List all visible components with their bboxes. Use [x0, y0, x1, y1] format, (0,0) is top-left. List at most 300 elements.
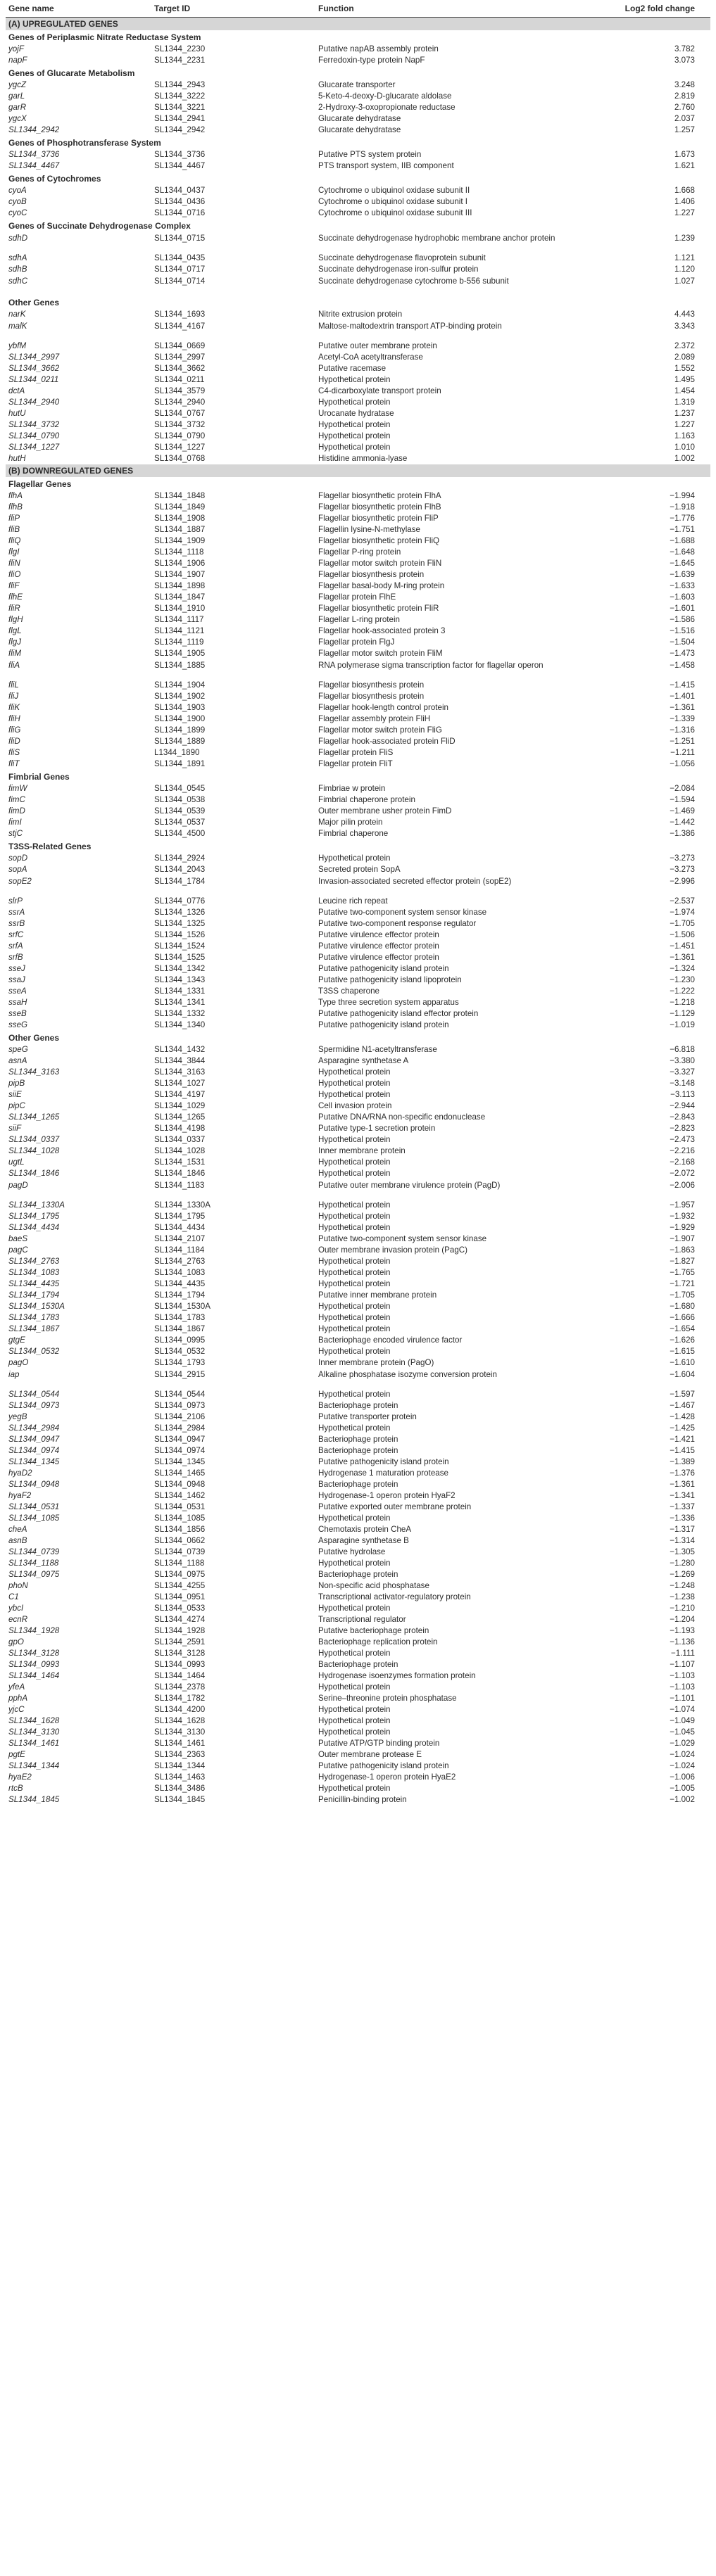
table-row: [6, 1704, 710, 1715]
gene-name-cell: SL1344_1464: [8, 1671, 60, 1680]
target-id-cell: SL1344_1846: [154, 1169, 206, 1178]
log2-fold-change-cell: 1.002: [674, 454, 695, 463]
gene-name-cell: pagO: [8, 1358, 29, 1367]
log2-fold-change-cell: −3.327: [670, 1067, 695, 1077]
target-id-cell: SL1344_1898: [154, 581, 206, 590]
function-cell: Flagellar motor switch protein FliM: [318, 649, 443, 658]
function-cell: Glucarate transporter: [318, 80, 396, 89]
target-id-cell: SL1344_0993: [154, 1660, 206, 1669]
table-row: [6, 275, 710, 296]
target-id-cell: SL1344_0669: [154, 341, 206, 350]
gene-name-cell: SL1344_0975: [8, 1570, 60, 1579]
log2-fold-change-cell: −1.504: [670, 637, 695, 647]
table-row: [6, 547, 710, 558]
table-row: [6, 1558, 710, 1569]
gene-name-cell: SL1344_0544: [8, 1390, 60, 1399]
function-cell: Succinate dehydrogenase flavoprotein subunit: [318, 253, 486, 262]
table-row: [6, 648, 710, 659]
function-cell: Putative racemase: [318, 364, 387, 373]
function-cell: Hypothetical protein: [318, 1313, 391, 1322]
log2-fold-change-cell: −1.721: [670, 1279, 695, 1288]
table-row: [6, 1369, 710, 1389]
header-log2-fold-change: Log2 fold change: [624, 4, 695, 13]
function-cell: C4-dicarboxylate transport protein: [318, 386, 441, 395]
target-id-cell: SL1344_4434: [154, 1223, 206, 1232]
log2-fold-change-cell: −1.648: [670, 547, 695, 557]
function-cell: Bacteriophage protein: [318, 1435, 398, 1444]
log2-fold-change-cell: −1.932: [670, 1212, 695, 1221]
log2-fold-change-cell: 1.237: [674, 409, 695, 418]
log2-fold-change-cell: 1.121: [674, 253, 695, 262]
log2-fold-change-cell: −3.148: [670, 1079, 695, 1088]
log2-fold-change-cell: −1.339: [670, 714, 695, 723]
gene-name-cell: narK: [8, 310, 26, 319]
table-row: [6, 1134, 710, 1146]
table-row: [6, 569, 710, 580]
log2-fold-change-cell: −2.996: [670, 877, 695, 886]
gene-name-cell: SL1344_1530A: [8, 1302, 65, 1311]
function-cell: Hypothetical protein: [318, 1324, 391, 1333]
log2-fold-change-cell: 2.037: [674, 114, 695, 123]
table-row: [6, 408, 710, 419]
table-row: [6, 490, 710, 502]
table-row: [6, 747, 710, 759]
function-cell: Hypothetical protein: [318, 1223, 391, 1232]
function-cell: Inner membrane protein: [318, 1146, 406, 1155]
log2-fold-change-cell: −1.101: [670, 1694, 695, 1703]
table-row: [6, 1490, 710, 1502]
log2-fold-change-cell: −1.129: [670, 1009, 695, 1018]
function-cell: Leucine rich repeat: [318, 896, 388, 906]
function-cell: Glucarate dehydratase: [318, 125, 401, 134]
log2-fold-change-cell: −1.473: [670, 649, 695, 658]
gene-name-cell: ssaH: [8, 998, 27, 1007]
log2-fold-change-cell: −3.273: [670, 854, 695, 863]
target-id-cell: SL1344_3128: [154, 1649, 206, 1658]
gene-name-cell: SL1344_1188: [8, 1559, 59, 1568]
gene-name-cell: fimW: [8, 784, 27, 793]
function-cell: Putative pathogenicity island lipoprotein: [318, 975, 462, 984]
table-row: [6, 1625, 710, 1637]
log2-fold-change-cell: 1.673: [674, 150, 695, 159]
gene-name-cell: flhE: [8, 592, 23, 602]
log2-fold-change-cell: −1.751: [670, 525, 695, 534]
table-row: [6, 1772, 710, 1783]
function-cell: Major pilin protein: [318, 818, 383, 827]
target-id-cell: SL1344_4198: [154, 1124, 206, 1133]
log2-fold-change-cell: −1.238: [670, 1592, 695, 1601]
log2-fold-change-cell: −1.136: [670, 1637, 695, 1647]
function-cell: Flagellar hook-associated protein 3: [318, 626, 446, 635]
target-id-cell: SL1344_0662: [154, 1536, 206, 1545]
target-id-cell: SL1344_1847: [154, 592, 206, 602]
log2-fold-change-cell: −1.111: [670, 1649, 695, 1658]
function-cell: Spermidine N1-acetyltransferase: [318, 1045, 437, 1054]
table-row: [6, 80, 710, 91]
function-cell: Hypothetical protein: [318, 1200, 391, 1210]
function-cell: Flagellar biosynthetic protein FliQ: [318, 536, 440, 545]
group-title: Genes of Glucarate Metabolism: [8, 68, 135, 78]
table-row: [6, 208, 710, 219]
gene-name-cell: sdhD: [8, 234, 28, 243]
group-title-row: [6, 770, 710, 783]
log2-fold-change-cell: −1.401: [670, 692, 695, 701]
function-cell: Flagellar biosynthetic protein FlhA: [318, 491, 441, 500]
table-row: [6, 817, 710, 828]
table-row: [6, 1760, 710, 1772]
target-id-cell: SL1344_1117: [154, 615, 204, 624]
table-row: [6, 783, 710, 794]
table-row: [6, 309, 710, 320]
table-row: [6, 1100, 710, 1112]
table-row: [6, 725, 710, 736]
gene-name-cell: fliG: [8, 725, 21, 735]
target-id-cell: SL1344_1462: [154, 1491, 206, 1500]
log2-fold-change-cell: −1.458: [670, 661, 695, 670]
target-id-cell: SL1344_4167: [154, 322, 206, 331]
gene-name-cell: sopA: [8, 865, 27, 874]
table-row: [6, 1502, 710, 1513]
table-row: [6, 1044, 710, 1055]
log2-fold-change-cell: −1.633: [670, 581, 695, 590]
log2-fold-change-cell: −1.211: [670, 748, 695, 757]
log2-fold-change-cell: −1.654: [670, 1324, 695, 1333]
function-cell: Hypothetical protein: [318, 1784, 391, 1793]
function-cell: Putative bacteriophage protein: [318, 1626, 429, 1635]
table-row: [6, 442, 710, 453]
table-row: [6, 1603, 710, 1614]
gene-name-cell: sopD: [8, 854, 28, 863]
log2-fold-change-cell: 1.227: [674, 420, 695, 429]
table-row: [6, 1715, 710, 1727]
gene-name-cell: SL1344_1227: [8, 443, 60, 452]
gene-name-cell: ssrA: [8, 908, 25, 917]
function-cell: Fimbrial chaperone: [318, 829, 389, 838]
gene-name-cell: fliP: [8, 514, 20, 523]
log2-fold-change-cell: −2.216: [670, 1146, 695, 1155]
function-cell: Glucarate dehydratase: [318, 114, 401, 123]
table-row: [6, 929, 710, 941]
gene-name-cell: fimC: [8, 795, 25, 804]
function-cell: Bacteriophage protein: [318, 1660, 398, 1669]
log2-fold-change-cell: 1.668: [674, 186, 695, 195]
table-row: [6, 185, 710, 196]
target-id-cell: SL1344_3736: [154, 150, 206, 159]
table-row: [6, 1535, 710, 1547]
gene-name-cell: SL1344_0532: [8, 1347, 60, 1356]
group-title-row: [6, 136, 710, 149]
function-cell: Putative ATP/GTP binding protein: [318, 1739, 440, 1748]
target-id-cell: L1344_1890: [154, 748, 200, 757]
function-cell: Acetyl-CoA acetyltransferase: [318, 353, 423, 362]
table-row: [6, 1614, 710, 1625]
log2-fold-change-cell: −1.341: [670, 1491, 695, 1500]
function-cell: Flagellar P-ring protein: [318, 547, 401, 557]
table-row: [6, 1301, 710, 1312]
log2-fold-change-cell: −1.002: [670, 1795, 695, 1804]
table-row: [6, 997, 710, 1008]
gene-name-cell: SL1344_1867: [8, 1324, 60, 1333]
target-id-cell: SL1344_1331: [154, 986, 206, 996]
target-id-cell: SL1344_0768: [154, 454, 206, 463]
target-id-cell: SL1344_1341: [154, 998, 206, 1007]
function-cell: Putative two-component response regulator: [318, 919, 477, 928]
gene-name-cell: fliT: [8, 759, 20, 768]
target-id-cell: SL1344_0716: [154, 208, 206, 217]
table-row: [6, 341, 710, 352]
function-cell: Hypothetical protein: [318, 1390, 391, 1399]
log2-fold-change-cell: −1.918: [670, 502, 695, 512]
gene-name-cell: sdhA: [8, 253, 27, 262]
function-cell: Hypothetical protein: [318, 1727, 391, 1737]
table-row: [6, 1569, 710, 1580]
gene-name-cell: SL1344_2940: [8, 398, 60, 407]
gene-name-cell: SL1344_0211: [8, 375, 59, 384]
target-id-cell: SL1344_2924: [154, 854, 206, 863]
function-cell: Inner membrane protein (PagO): [318, 1358, 434, 1367]
table-row: [6, 1324, 710, 1335]
gene-name-cell: SL1344_1330A: [8, 1200, 65, 1210]
target-id-cell: SL1344_1188: [154, 1559, 205, 1568]
function-cell: Flagellar biosynthetic protein FlhB: [318, 502, 441, 512]
target-id-cell: SL1344_1899: [154, 725, 206, 735]
function-cell: Outer membrane protease E: [318, 1750, 422, 1759]
gene-name-cell: cyoA: [8, 186, 27, 195]
table-row: [6, 196, 710, 208]
function-cell: Transcriptional activator-regulatory protein: [318, 1592, 471, 1601]
target-id-cell: SL1344_1891: [154, 759, 206, 768]
log2-fold-change-cell: −1.994: [670, 491, 695, 500]
table-row: [6, 592, 710, 603]
function-cell: Urocanate hydratase: [318, 409, 394, 418]
target-id-cell: SL1344_1465: [154, 1468, 206, 1478]
table-row: [6, 419, 710, 431]
function-cell: Hypothetical protein: [318, 1716, 391, 1725]
function-cell: Hypothetical protein: [318, 431, 391, 440]
gene-name-cell: SL1344_3130: [8, 1727, 60, 1737]
gene-name-cell: baeS: [8, 1234, 28, 1243]
function-cell: Flagellar biosynthetic protein FliR: [318, 604, 439, 613]
table-row: [6, 713, 710, 725]
target-id-cell: SL1344_4467: [154, 161, 206, 170]
log2-fold-change-cell: −1.639: [670, 570, 695, 579]
gene-name-cell: SL1344_1794: [8, 1290, 60, 1300]
log2-fold-change-cell: −1.705: [670, 1290, 695, 1300]
table-row: [6, 614, 710, 626]
group-title: Genes of Cytochromes: [8, 174, 101, 184]
gene-name-cell: SL1344_0739: [8, 1547, 60, 1556]
target-id-cell: SL1344_0544: [154, 1390, 206, 1399]
gene-name-cell: ssrB: [8, 919, 25, 928]
log2-fold-change-cell: −1.361: [670, 703, 695, 712]
function-cell: Hypothetical protein: [318, 1604, 391, 1613]
target-id-cell: SL1344_3222: [154, 91, 206, 101]
target-id-cell: SL1344_0337: [154, 1135, 206, 1144]
gene-name-cell: yfeA: [8, 1682, 25, 1692]
log2-fold-change-cell: −1.074: [670, 1705, 695, 1714]
gene-name-cell: SL1344_0993: [8, 1660, 60, 1669]
gene-name-cell: gtgE: [8, 1335, 25, 1345]
function-cell: Hypothetical protein: [318, 1682, 391, 1692]
gene-name-cell: fliD: [8, 737, 20, 746]
target-id-cell: SL1344_1340: [154, 1020, 206, 1029]
target-id-cell: SL1344_1083: [154, 1268, 206, 1277]
log2-fold-change-cell: −1.019: [670, 1020, 695, 1029]
target-id-cell: SL1344_1531: [154, 1157, 206, 1167]
gene-name-cell: malK: [8, 322, 27, 331]
log2-fold-change-cell: −1.442: [670, 818, 695, 827]
log2-fold-change-cell: −1.601: [670, 604, 695, 613]
function-cell: Putative napAB assembly protein: [318, 44, 439, 53]
log2-fold-change-cell: −1.506: [670, 930, 695, 939]
table-row: [6, 806, 710, 817]
table-row: [6, 1211, 710, 1222]
table-row: [6, 1245, 710, 1256]
function-cell: Flagellar protein FlgJ: [318, 637, 395, 647]
log2-fold-change-cell: −1.230: [670, 975, 695, 984]
gene-name-cell: SL1344_0790: [8, 431, 60, 440]
target-id-cell: SL1344_1029: [154, 1101, 206, 1110]
log2-fold-change-cell: −1.103: [670, 1671, 695, 1680]
table-row: [6, 431, 710, 442]
table-row: [6, 1389, 710, 1400]
log2-fold-change-cell: −1.421: [670, 1435, 695, 1444]
gene-name-cell: flhA: [8, 491, 23, 500]
function-cell: Putative outer membrane virulence protein (PagD): [318, 1181, 501, 1190]
function-cell: Serine–threonine protein phosphatase: [318, 1694, 457, 1703]
table-row: [6, 535, 710, 547]
log2-fold-change-cell: 1.257: [674, 125, 695, 134]
gene-name-cell: srfA: [8, 941, 23, 951]
gene-name-cell: yjcC: [8, 1705, 25, 1714]
function-cell: Hypothetical protein: [318, 1135, 391, 1144]
log2-fold-change-cell: −2.944: [670, 1101, 695, 1110]
gene-name-cell: fliN: [8, 559, 20, 568]
section-title-row: [6, 464, 710, 477]
gene-name-cell: pphA: [8, 1694, 28, 1703]
function-cell: Secreted protein SopA: [318, 865, 401, 874]
table-row: [6, 626, 710, 637]
gene-name-cell: fliM: [8, 649, 22, 658]
gene-name-cell: fliS: [8, 748, 20, 757]
function-cell: Putative two-component system sensor kinase: [318, 908, 487, 917]
gene-name-cell: srfC: [8, 930, 24, 939]
table-row: [6, 374, 710, 386]
gene-name-cell: SL1344_1461: [8, 1739, 60, 1748]
function-cell: Putative pathogenicity island protein: [318, 964, 449, 973]
table-row: [6, 264, 710, 275]
function-cell: Hypothetical protein: [318, 1067, 391, 1077]
log2-fold-change-cell: −1.469: [670, 806, 695, 816]
gene-name-cell: stjC: [8, 829, 23, 838]
function-cell: Hypothetical protein: [318, 1169, 391, 1178]
log2-fold-change-cell: −2.168: [670, 1157, 695, 1167]
function-cell: Bacteriophage replication protein: [318, 1637, 438, 1647]
function-cell: Flagellar hook-length control protein: [318, 703, 448, 712]
log2-fold-change-cell: −1.222: [670, 986, 695, 996]
function-cell: Cytochrome o ubiquinol oxidase subunit III: [318, 208, 472, 217]
target-id-cell: SL1344_0537: [154, 818, 206, 827]
gene-name-cell: SL1344_1628: [8, 1716, 60, 1725]
log2-fold-change-cell: 3.343: [674, 322, 695, 331]
log2-fold-change-cell: 3.782: [674, 44, 695, 53]
table-row: [6, 702, 710, 713]
table-row: [6, 1222, 710, 1233]
log2-fold-change-cell: 1.027: [674, 277, 695, 286]
function-cell: Putative transporter protein: [318, 1412, 417, 1421]
target-id-cell: SL1344_1344: [154, 1761, 206, 1770]
target-id-cell: SL1344_1227: [154, 443, 206, 452]
group-title-row: [6, 30, 710, 44]
log2-fold-change-cell: 1.227: [674, 208, 695, 217]
gene-name-cell: yegB: [8, 1412, 27, 1421]
gene-name-cell: SL1344_1345: [8, 1457, 60, 1466]
gene-name-cell: SL1344_1795: [8, 1212, 60, 1221]
table-row: [6, 102, 710, 113]
target-id-cell: SL1344_1889: [154, 737, 206, 746]
group-title-row: [6, 219, 710, 232]
target-id-cell: SL1344_0714: [154, 277, 206, 286]
target-id-cell: SL1344_1461: [154, 1739, 206, 1748]
group-title-row: [6, 172, 710, 185]
function-cell: Flagellar protein FlhE: [318, 592, 396, 602]
table-row: [6, 1468, 710, 1479]
table-row: [6, 1637, 710, 1648]
target-id-cell: SL1344_0951: [154, 1592, 206, 1601]
function-cell: Bacteriophage protein: [318, 1446, 398, 1455]
function-cell: Flagellar biosynthetic protein FliP: [318, 514, 439, 523]
group-title: Other Genes: [8, 298, 60, 307]
gene-name-cell: SL1344_1928: [8, 1626, 60, 1635]
log2-fold-change-cell: −1.688: [670, 536, 695, 545]
function-cell: Fimbrial chaperone protein: [318, 795, 415, 804]
table-row: [6, 580, 710, 592]
function-cell: Transcriptional regulator: [318, 1615, 406, 1624]
target-id-cell: SL1344_1524: [154, 941, 206, 951]
table-row: [6, 941, 710, 952]
gene-name-cell: SL1344_3732: [8, 420, 60, 429]
log2-fold-change-cell: −1.974: [670, 908, 695, 917]
gene-name-cell: SL1344_2942: [8, 125, 60, 134]
log2-fold-change-cell: −1.006: [670, 1772, 695, 1782]
log2-fold-change-cell: −6.818: [670, 1045, 695, 1054]
log2-fold-change-cell: −1.251: [670, 737, 695, 746]
target-id-cell: SL1344_1342: [154, 964, 206, 973]
target-id-cell: SL1344_2378: [154, 1682, 206, 1692]
log2-fold-change-cell: −2.473: [670, 1135, 695, 1144]
target-id-cell: SL1344_3163: [154, 1067, 206, 1077]
group-title-row: [6, 296, 710, 309]
gene-name-cell: siiF: [8, 1124, 22, 1133]
gene-name-cell: flhB: [8, 502, 23, 512]
function-cell: Hypothetical protein: [318, 1257, 391, 1266]
target-id-cell: SL1344_2984: [154, 1423, 206, 1433]
table-row: [6, 1335, 710, 1346]
table-row: [6, 1055, 710, 1067]
log2-fold-change-cell: −1.316: [670, 725, 695, 735]
target-id-cell: SL1344_1885: [154, 661, 206, 670]
function-cell: Flagellar L-ring protein: [318, 615, 400, 624]
table-row: [6, 232, 710, 253]
log2-fold-change-cell: −1.603: [670, 592, 695, 602]
log2-fold-change-cell: 1.406: [674, 197, 695, 206]
log2-fold-change-cell: 3.073: [674, 56, 695, 65]
target-id-cell: SL1344_1265: [154, 1112, 206, 1122]
target-id-cell: SL1344_0539: [154, 806, 206, 816]
log2-fold-change-cell: −1.024: [670, 1750, 695, 1759]
target-id-cell: SL1344_1184: [154, 1245, 205, 1255]
log2-fold-change-cell: −1.045: [670, 1727, 695, 1737]
